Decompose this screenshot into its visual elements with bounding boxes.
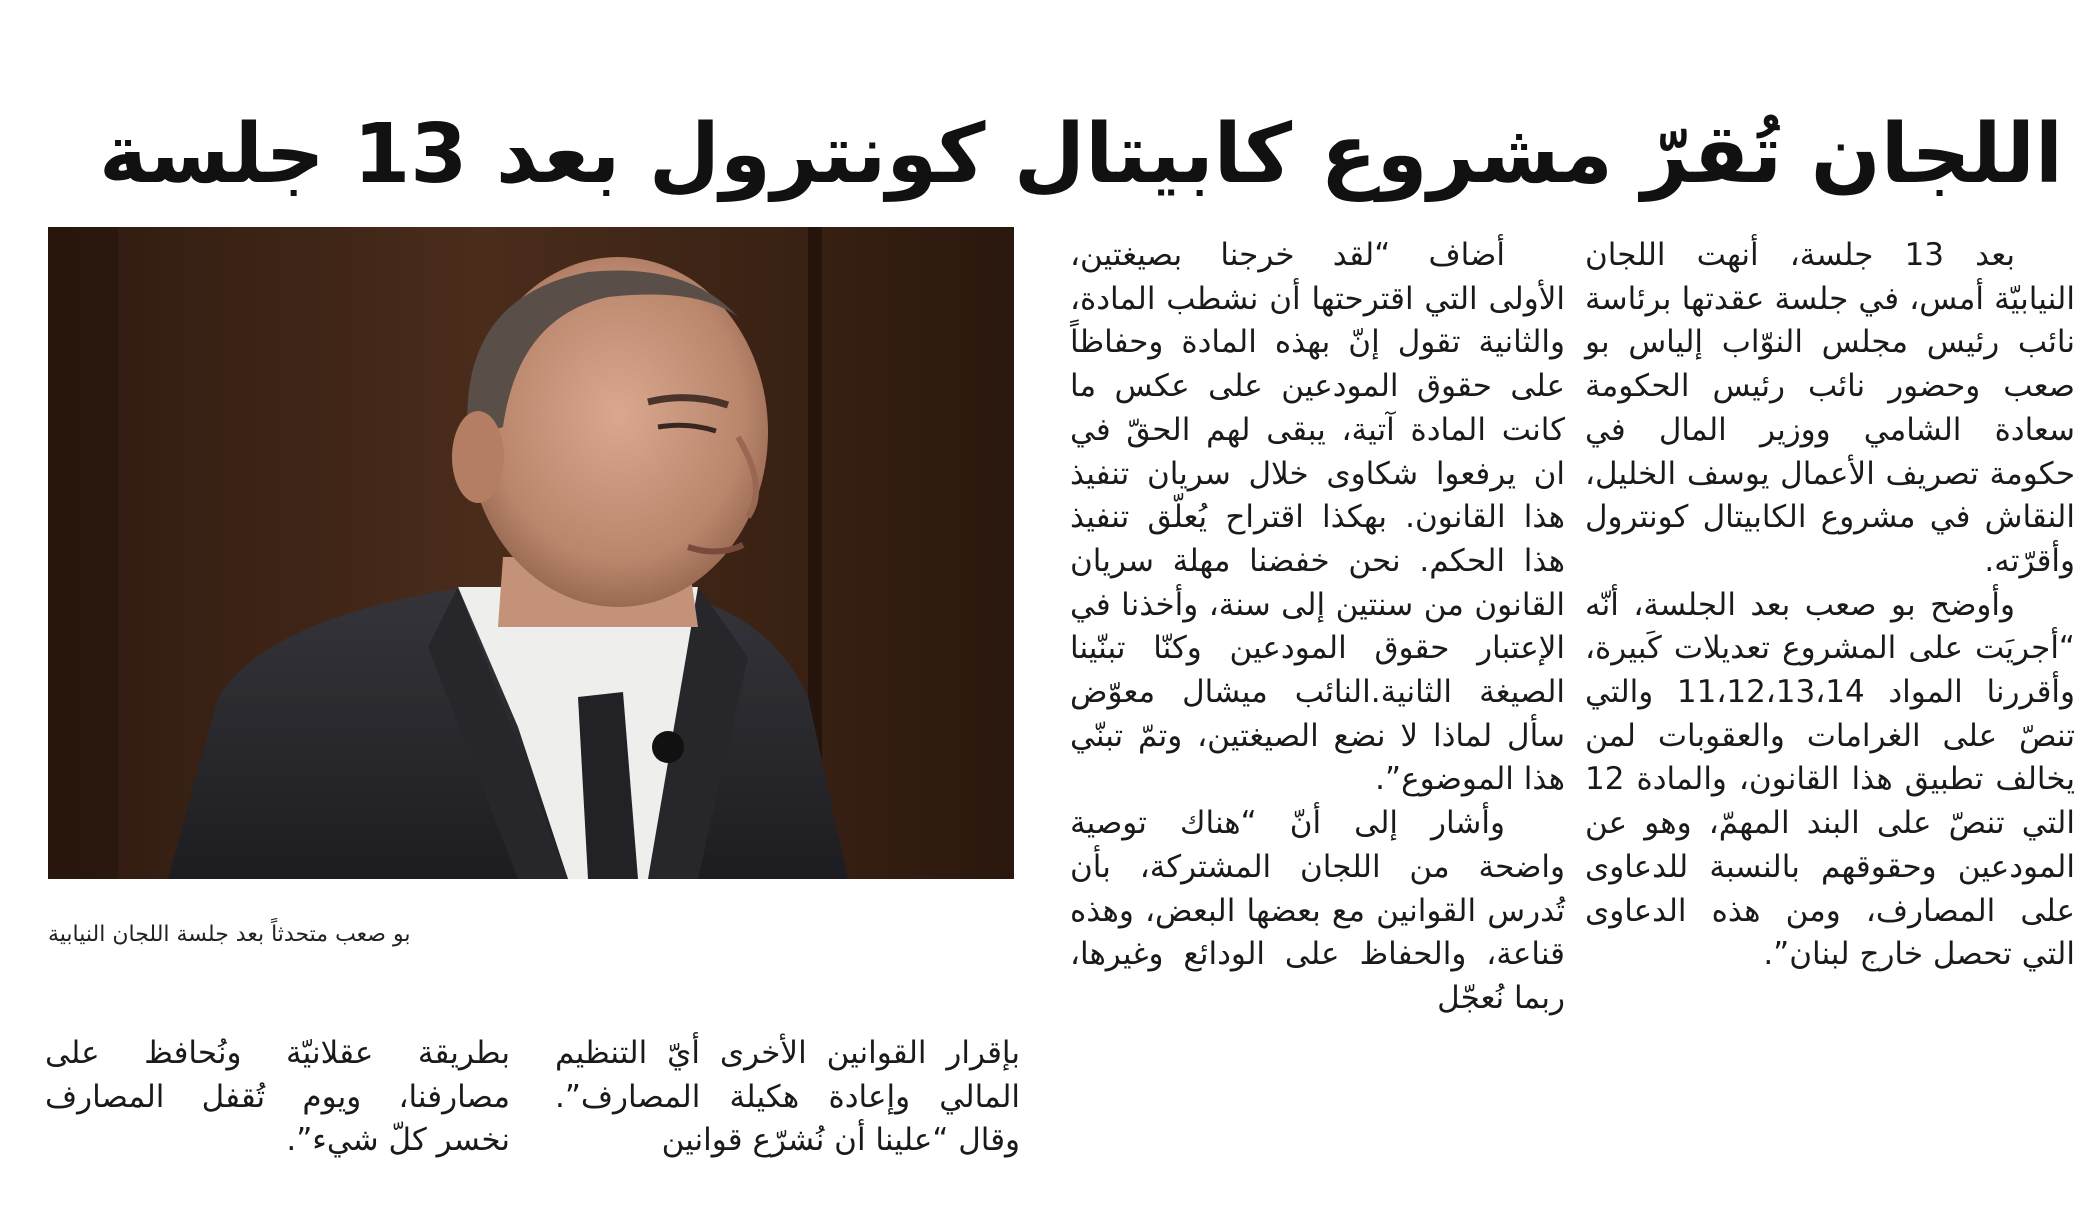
speaker-photo-illustration bbox=[48, 227, 1014, 879]
column-2-paragraph-2: وأشار إلى أنّ “هناك توصية واضحة من اللجان المشتركة، بأن تُدرس القوانين مع بعضها البعض، وهذه قناعة، والحفاظ على الودائع وغيرها، ربما نُعجّل bbox=[1070, 805, 1565, 1016]
panel-shadow bbox=[48, 227, 118, 879]
article-column-3 bbox=[555, 1032, 1020, 1182]
ear bbox=[452, 411, 504, 503]
article-column-2 bbox=[1070, 234, 1565, 1194]
column-1-paragraph-1: بعد 13 جلسة، أنهت اللجان النيابيّة أمس، في جلسة عقدتها برئاسة نائب رئيس مجلس النوّاب إلياس بو صعب وحضور نائب رئيس الحكومة سعادة الشامي ووزير المال في حكومة تصريف الأعمال يوسف الخليل، النقاش في مشروع الكابيتال كونترول وأقرّته. bbox=[1585, 237, 2075, 579]
photo-caption: بو صعب متحدثاً بعد جلسة اللجان النيابية bbox=[48, 922, 411, 947]
column-4-text: بطريقة عقلانيّة ونُحافظ على مصارفنا، ويوم تُقفل المصارف نخسر كلّ شيء”. bbox=[45, 1035, 510, 1159]
article-photo bbox=[48, 227, 1014, 879]
article-column-1 bbox=[1585, 234, 2075, 1164]
article-headline: اللجان تُقرّ مشروع كابيتال كونترول بعد 13 جلسة bbox=[98, 106, 2063, 202]
column-2-paragraph-1: أضاف “لقد خرجنا بصيغتين، الأولى التي اقترحتها أن نشطب المادة، والثانية تقول إنّ بهذه المادة وحفاظاً على حقوق المودعين على عكس ما كانت المادة آتية، يبقى لهم الحقّ في ان يرفعوا شكاوى خلال سريان تنفيذ هذا القانون. بهكذا اقتراح يُعلّق تنفيذ هذا الحكم. نحن خفضنا مهلة سريان القانون من سنتين إلى سنة، وأخذنا في الإعتبار حقوق المودعين وكنّا تبنّينا الصيغة الثانية.النائب ميشال معوّض سأل لماذا لا نضع الصيغتين، وتمّ تبنّي هذا الموضوع”. bbox=[1070, 237, 1565, 798]
article-column-4 bbox=[45, 1032, 510, 1182]
column-1-paragraph-2: وأوضح بو صعب بعد الجلسة، أنّه “أجريَت على المشروع تعديلات كَبيرة، وأقررنا المواد 11،12،13،14 والتي تنصّ على الغرامات والعقوبات لمن يخالف تطبيق هذا القانون، والمادة 12 التي تنصّ على البند المهمّ، وهو عن المودعين وحقوقهم بالنسبة للدعاوى على المصارف، ومن هذه الدعاوى التي تحصل خارج لبنان”. bbox=[1585, 586, 2075, 973]
column-3-text: بإقرار القوانين الأخرى أيّ التنظيم المالي وإعادة هكيلة المصارف”. وقال “علينا أن نُشرّع قوانين bbox=[555, 1035, 1020, 1159]
microphone bbox=[652, 731, 684, 763]
